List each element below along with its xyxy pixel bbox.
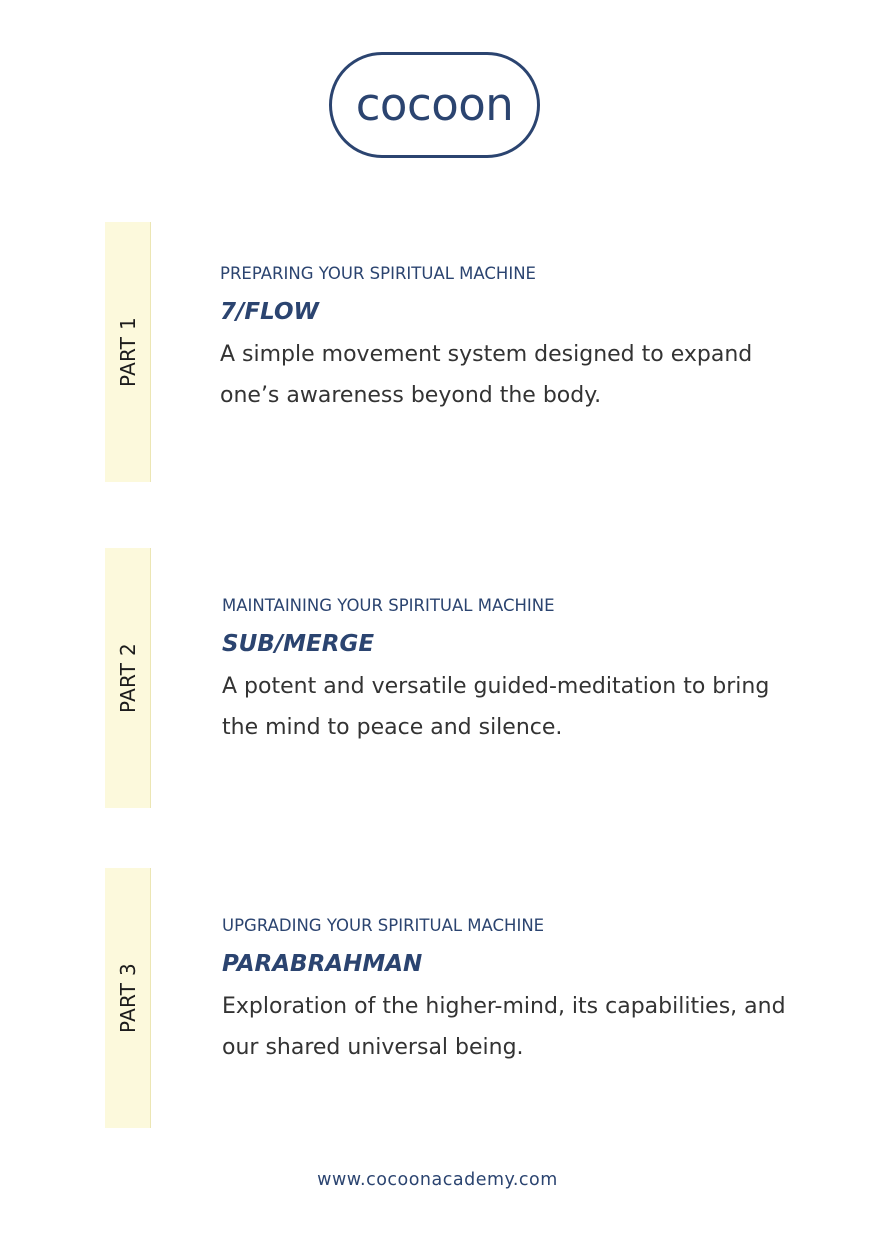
part-3-label: PART 3	[115, 962, 140, 1034]
part-2-section	[222, 596, 802, 740]
part-2-title: SUB/MERGE	[222, 631, 375, 657]
part-3-description: Exploration of the higher-mind, its capabilities, and our shared universal being.	[222, 994, 786, 1060]
part-3-subtitle: UPGRADING YOUR SPIRITUAL MACHINE	[222, 916, 545, 935]
part-3-title: PARABRAHMAN	[222, 951, 423, 977]
website-link[interactable]: www.cocoonacademy.com	[317, 1170, 558, 1190]
part-1-description: A simple movement system designed to expand one’s awareness beyond the body.	[220, 342, 753, 408]
part-1-tab	[105, 222, 151, 482]
part-1-section	[220, 264, 800, 408]
part-2-label: PART 2	[115, 642, 140, 714]
part-2-description: A potent and versatile guided-meditation to bring the mind to peace and silence.	[222, 674, 770, 740]
logo-text: cocoon	[355, 77, 514, 131]
part-2-tab	[105, 548, 151, 808]
cocoon-logo	[329, 52, 540, 158]
part-3-section	[222, 916, 802, 1060]
part-1-label: PART 1	[115, 316, 140, 388]
part-3-tab	[105, 868, 151, 1128]
part-2-subtitle: MAINTAINING YOUR SPIRITUAL MACHINE	[222, 596, 555, 615]
part-1-title: 7/FLOW	[220, 299, 319, 325]
part-1-subtitle: PREPARING YOUR SPIRITUAL MACHINE	[220, 264, 536, 283]
